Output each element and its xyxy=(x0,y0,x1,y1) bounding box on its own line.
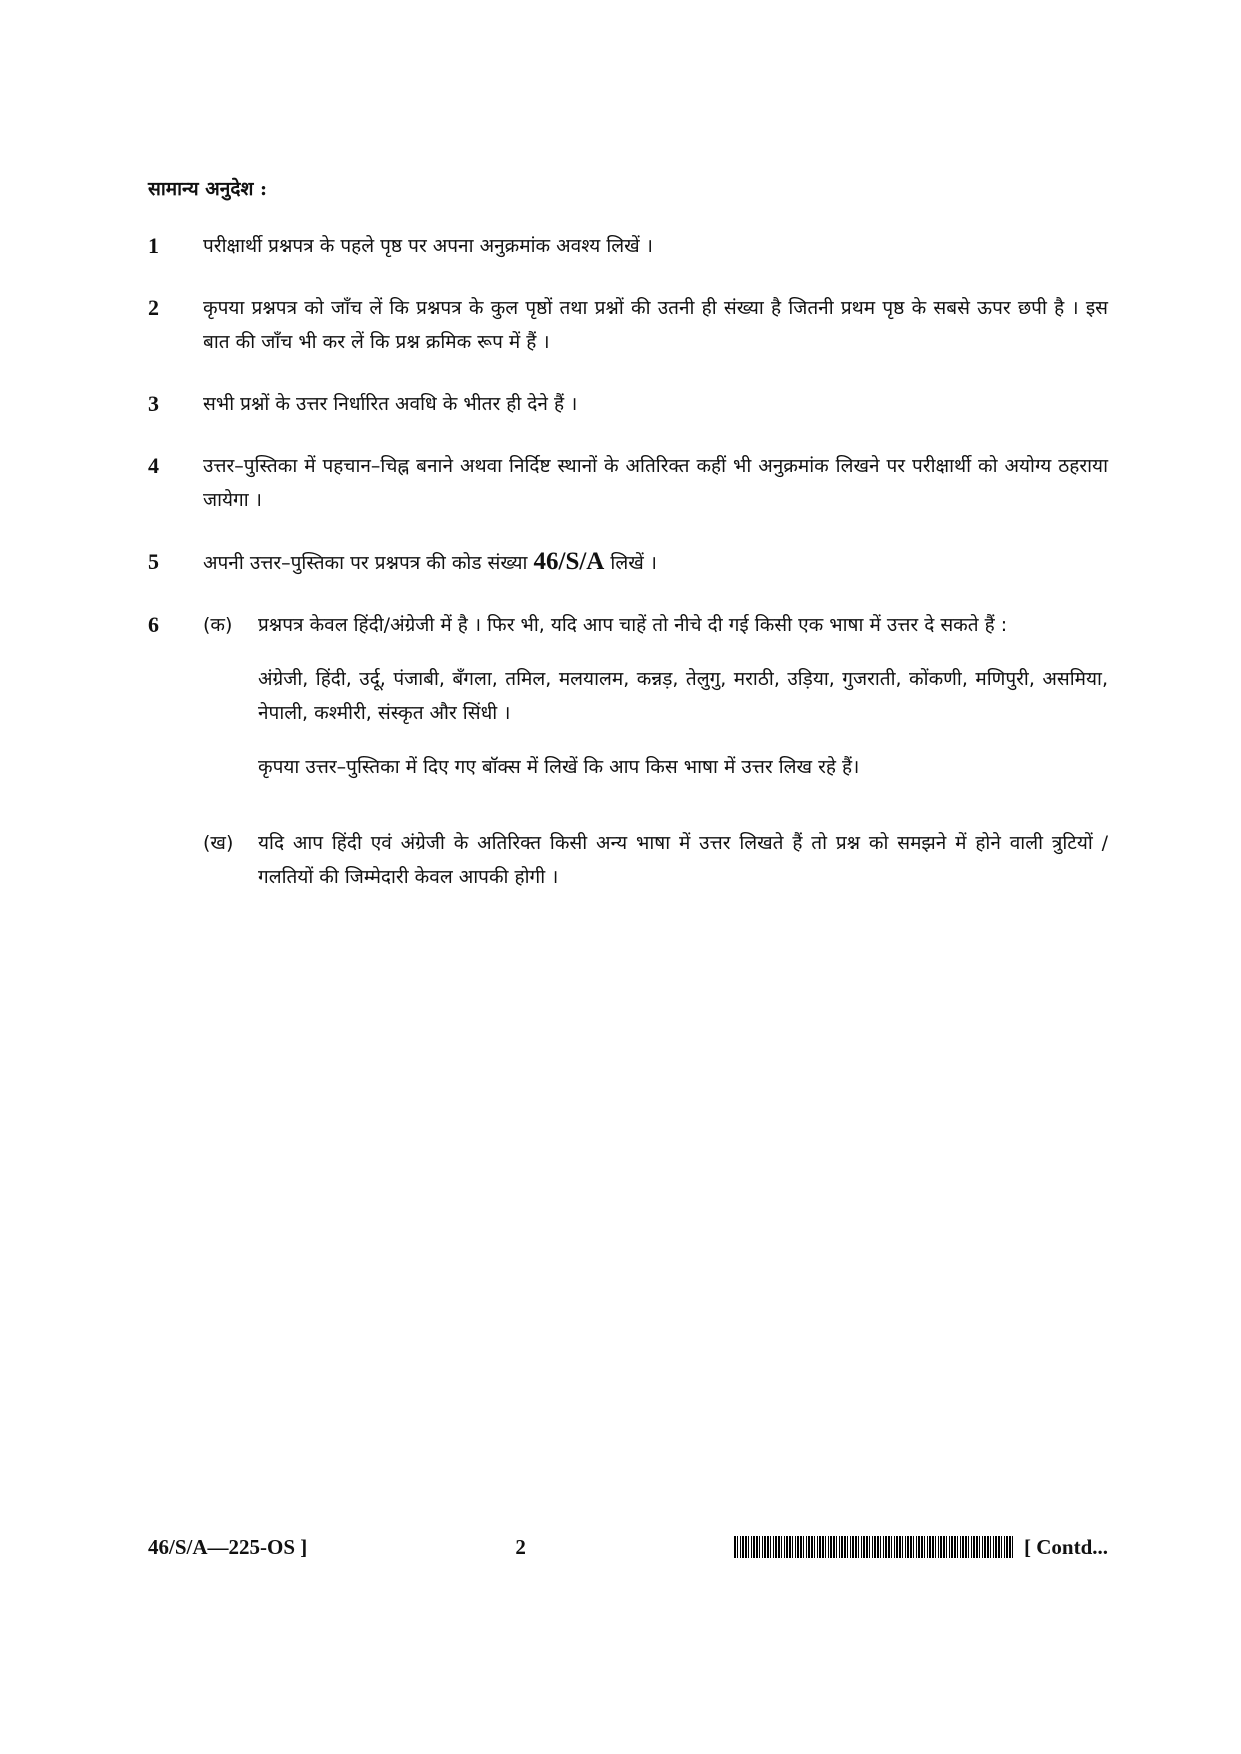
item-number: 5 xyxy=(148,549,159,574)
paper-code: 46/S/A xyxy=(533,548,605,575)
instruction-item-2 xyxy=(148,291,1108,359)
section-heading: सामान्य अनुदेश : xyxy=(148,178,267,200)
item-text xyxy=(203,545,1108,580)
item-text: उत्तर–पुस्तिका में पहचान–चिह्न बनाने अथवा निर्दिष्ट स्थानों के अतिरिक्त कहीं भी अनुक्रमांक लिखने पर परीक्षार्थी को अयोग्य ठहराया जायेगा । xyxy=(203,455,1108,511)
item-text-after: लिखें । xyxy=(610,552,657,574)
item-number: 4 xyxy=(148,453,159,478)
item-text: कृपया प्रश्नपत्र को जाँच लें कि प्रश्नपत्र के कुल पृष्ठों तथा प्रश्नों की उतनी ही संख्या है जितनी प्रथम पृष्ठ के सबसे ऊपर छपी है । इस बात की जाँच भी कर लें कि प्रश्न क्रमिक रूप में हैं । xyxy=(203,297,1108,353)
item-6-body xyxy=(203,608,1108,936)
sub-item-label: (क) xyxy=(203,614,233,636)
footer-paper-code: 46/S/A—225-OS ] xyxy=(148,1534,308,1559)
language-list: अंग्रेजी, हिंदी, उर्दू, पंजाबी, बँगला, तमिल, मलयालम, कन्नड़, तेलुगु, मराठी, उड़िया, गुजराती, कोंकणी, मणिपुरी, असमिया, नेपाली, कश्मीरी, संस्कृत और सिंधी । xyxy=(258,668,1108,724)
instructions-section xyxy=(148,175,1108,964)
item-text: सभी प्रश्नों के उत्तर निर्धारित अवधि के भीतर ही देने हैं । xyxy=(203,393,578,415)
continued-label: [ Contd... xyxy=(1023,1534,1108,1559)
instruction-item-5 xyxy=(148,545,1108,580)
item-number: 6 xyxy=(148,612,159,637)
sub-item-label: (ख) xyxy=(203,832,234,854)
item-text-before: अपनी उत्तर–पुस्तिका पर प्रश्नपत्र की कोड संख्या xyxy=(203,552,528,574)
sub-item-text: यदि आप हिंदी एवं अंग्रेजी के अतिरिक्त किसी अन्य भाषा में उत्तर लिखते हैं तो प्रश्न को समझने में होने वाली त्रुटियों / गलतियों की जिम्मेदारी केवल आपकी होगी । xyxy=(258,832,1108,888)
item-text: परीक्षार्थी प्रश्नपत्र के पहले पृष्ठ पर अपना अनुक्रमांक अवश्य लिखें । xyxy=(203,235,653,257)
page-footer xyxy=(148,1530,1108,1564)
item-number: 3 xyxy=(148,391,159,416)
instruction-item-6 xyxy=(148,608,1108,936)
barcode-icon xyxy=(734,1536,1014,1558)
item-number: 1 xyxy=(148,233,159,258)
instruction-item-4 xyxy=(148,449,1108,517)
sub-item-a xyxy=(203,608,1108,804)
instruction-item-1 xyxy=(148,229,1108,263)
instruction-item-3 xyxy=(148,387,1108,421)
sub-item-b xyxy=(203,826,1108,914)
page-number: 2 xyxy=(515,1534,526,1559)
box-note: कृपया उत्तर–पुस्तिका में दिए गए बॉक्स में लिखें कि आप किस भाषा में उत्तर लिख रहे हैं। xyxy=(258,756,860,778)
sub-item-text: प्रश्नपत्र केवल हिंदी/अंग्रेजी में है । फिर भी, यदि आप चाहें तो नीचे दी गई किसी एक भाषा में उत्तर दे सकते हैं : xyxy=(258,614,1008,636)
item-number: 2 xyxy=(148,295,159,320)
